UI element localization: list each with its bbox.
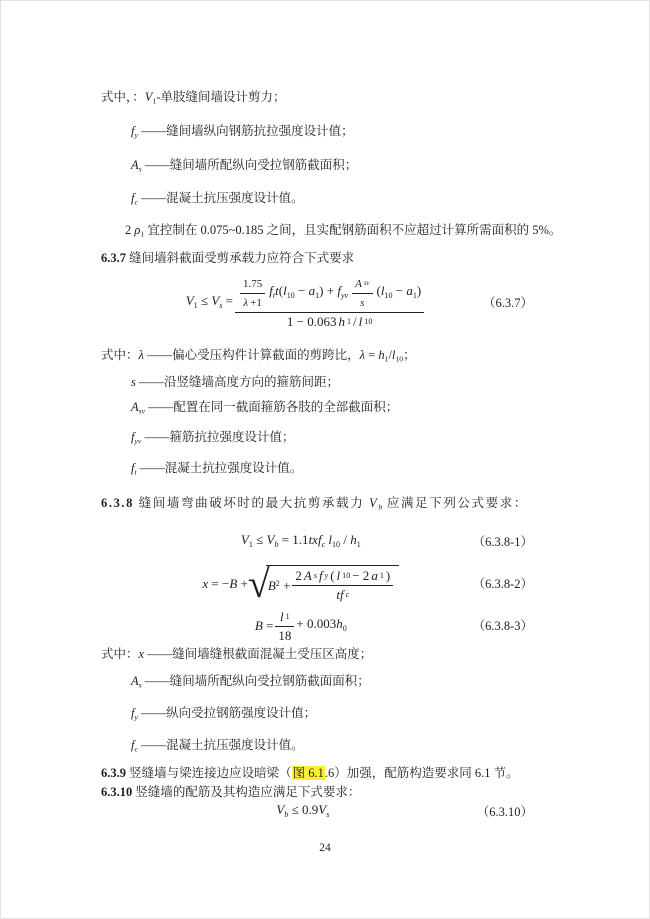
equation-6383-fraction: l 1 18 [275,609,294,644]
page-number: 24 [319,842,331,854]
definition-fyv: $f_{yv}$ ——箍筋抗拉强度设计值； [131,430,295,446]
equation-637-main-fraction: 1.75 λ +1 $f_tt(l_{10} - a_1) + f_{yv}$ A sv s $(l_{10} - a_1)$ 1 − 0.063 h 1 / l 10 [235,276,424,330]
section-heading-638: 6.3.8 缝间墙弯曲破坏时的最大抗剪承载力 $V_b$ 应满足下列公式要求： [101,496,528,512]
definition-fy: $f_y$ ——缝间墙纵向钢筋抗拉强度设计值； [131,124,354,140]
equation-number-637: （6.3.7） [482,296,533,310]
equation-row-637 [101,265,533,341]
definition-asv: $A_{sv}$ ——配置在同一截面箍筋各肢的全部截面积； [131,400,399,416]
definition-fy2: $f_y$ ——纵向受拉钢筋强度设计值； [131,706,317,722]
equation-637-numerator-end: $(l_{10} - a_1)$ [376,283,422,300]
equation-6383 [101,609,473,644]
equation-6310-body: $V_b \le 0.9V_s$ [276,801,330,819]
equation-6382-lhs: x = −B + [202,576,248,591]
radical-sign: √ [247,561,270,606]
equation-6383-rhs: + $0.003h_0$ [296,615,347,633]
equation-637-numerator-mid: $f_tt(l_{10} - a_1) + f_{yv}$ [269,283,349,300]
equation-637-lhs: $V_1 \le V_s$ = [185,292,234,310]
equation-637-coef-fraction: 1.75 λ +1 [240,276,265,311]
equation-number-6382: （6.3.8-2） [472,577,533,591]
equation-number-6383: （6.3.8-3） [472,619,533,633]
section-heading-6310: 6.3.10 竖缝墙的配筋及其构造应满足下式要求： [101,785,361,799]
definition-lambda: 式中：λ ——偏心受压构件计算截面的剪跨比，$\lambda = h_1/l_{10}$； [101,348,416,364]
equation-number-6310: （6.3.10） [476,805,533,819]
equation-row-6310 [101,801,533,823]
equation-6382-fraction: 2 A s f y ( l 10 − 2 a 1 ) tf c [292,568,393,603]
section-heading-639: 6.3.9 竖缝墙与梁连接边应设暗梁（图 6.1.6）加强，配筋构造要求同 6.1 节。 [101,766,519,780]
definition-as: $A_s$ ——缝间墙所配纵向受拉钢筋截面积； [131,158,358,174]
definition-s: s ——沿竖缝墙高度方向的箍筋间距； [131,375,340,389]
equation-row-6381 [101,529,533,555]
equation-6382-sqrt [247,561,399,606]
definition-fc2: $f_c$ ——混凝土抗压强度设计值。 [131,738,304,754]
equation-6382 [101,561,473,606]
definition-as2: $A_s$ ——缝间墙所配纵向受拉钢筋截面面积； [131,674,370,690]
definition-v1: 式中，：$V_1-$单肢缝间墙设计剪力； [101,90,286,106]
equation-6310 [101,802,477,823]
definition-ft: $f_t$ ——混凝土抗拉强度设计值。 [131,461,303,477]
equation-row-6383 [101,605,533,647]
paragraph-rho-limit: 2 $\rho_1$ 宜控制在 0.075~0.185 之间，且实配钢筋面积不应超过计算所需面积的 5%。 [125,223,562,239]
definition-x: 式中：x ——缝间墙缝根截面混凝土受压区高度； [101,647,373,661]
equation-637 [101,276,483,330]
equation-row-6382 [101,557,533,611]
section-heading-637: 6.3.7 缝间墙斜截面受剪承载力应符合下式要求 [101,251,355,265]
equation-6382-under-root-left: $B^2$ + [267,578,291,594]
equation-6381 [101,532,473,553]
equation-6383-lhs: B = [254,618,274,633]
equation-6381-body: $V_1 \le V_b = 1.1txf_c$ $l_{10} / h_1$ [240,531,361,549]
definition-fc: $f_c$ ——混凝土抗压强度设计值。 [131,191,304,207]
equation-number-6381: （6.3.8-1） [472,535,533,549]
equation-637-asv-fraction: A sv s [352,276,372,311]
